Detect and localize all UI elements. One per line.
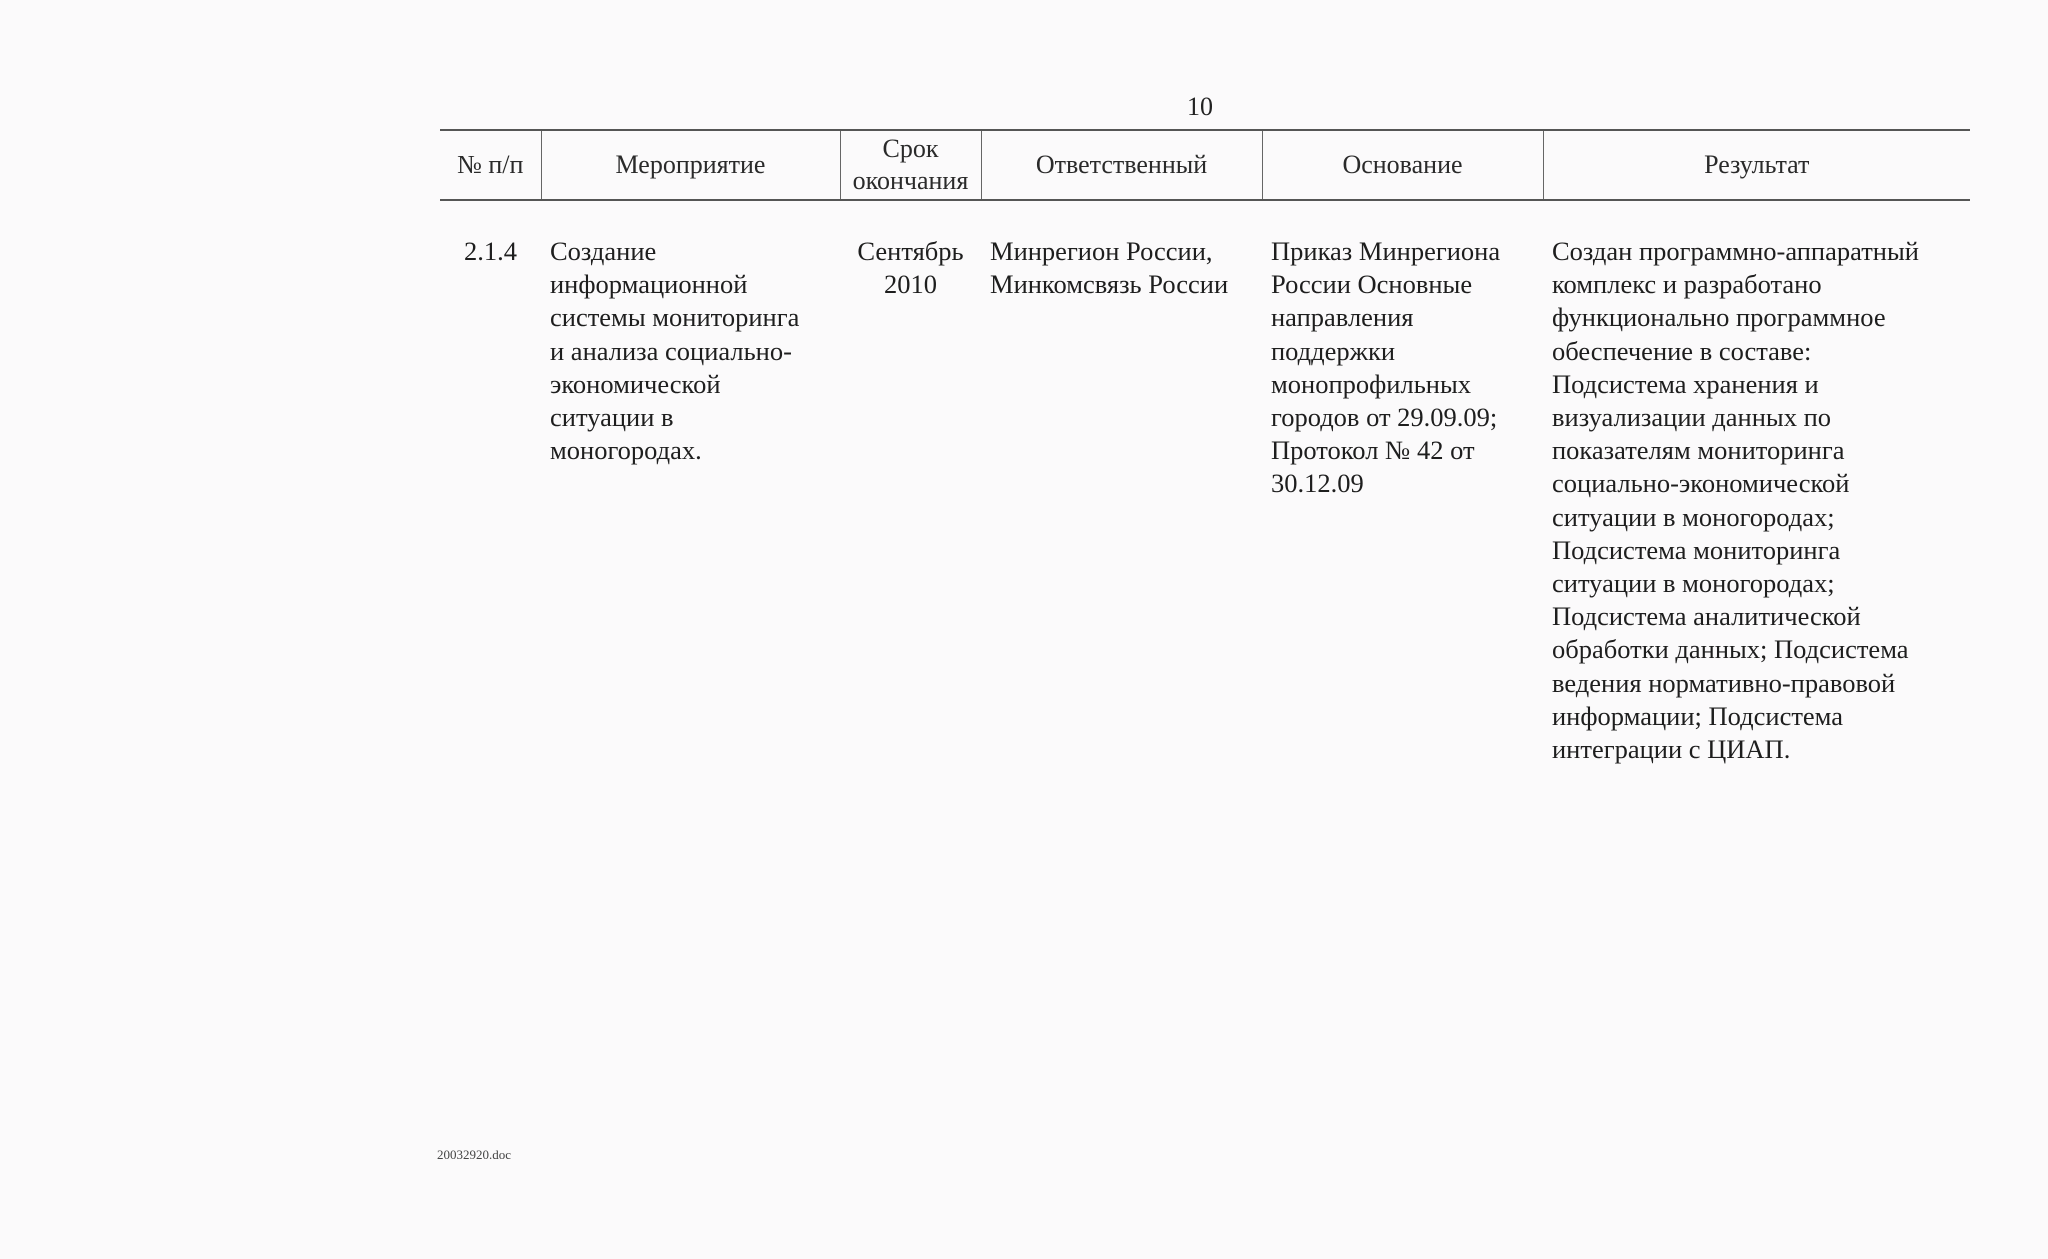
header-responsible: Ответственный [981, 130, 1262, 200]
activity-line: и анализа социально- [550, 335, 792, 366]
result-line: ситуации в моногородах; [1552, 568, 1835, 599]
result-line: Создан программно-аппаратный [1552, 236, 1919, 266]
basis-line: Приказ Минрегиона [1271, 236, 1501, 266]
result-line: визуализации данных по [1552, 402, 1832, 433]
cell-responsible [981, 235, 1262, 766]
table-header-row [440, 130, 1970, 200]
activity-line: ситуации в [550, 402, 674, 433]
result-line: интеграции с ЦИАП. [1552, 734, 1791, 765]
activity-line: моногородах. [550, 435, 702, 466]
footer-filename: 20032920.doc [437, 1147, 512, 1162]
result-line: функционально программное [1552, 302, 1886, 333]
page-number: 10 [1187, 92, 1213, 121]
activity-line: экономической [550, 368, 721, 399]
basis-line: России Основные [1271, 269, 1473, 300]
result-line: показателям мониторинга [1552, 435, 1845, 466]
header-result: Результат [1543, 130, 1970, 200]
basis-line: 30.12.09 [1271, 468, 1364, 499]
responsible-line: Минрегион России, [990, 236, 1213, 266]
cell-basis [1262, 235, 1543, 766]
basis-line: Протокол № 42 от [1271, 435, 1475, 466]
result-line: информации; Подсистема [1552, 700, 1844, 731]
activity-line: информационной [550, 269, 748, 300]
result-line: Подсистема хранения и [1552, 368, 1819, 399]
cell-result [1543, 235, 1970, 766]
result-line: ситуации в моногородах; [1552, 501, 1835, 532]
basis-line: городов от 29.09.09; [1271, 402, 1498, 433]
header-number: № п/п [440, 130, 541, 200]
deadline-line: 2010 [884, 269, 937, 300]
result-line: комплекс и разработано [1552, 269, 1822, 300]
basis-line: поддержки [1271, 335, 1396, 366]
responsible-line: Минкомсвязь России [990, 269, 1229, 300]
basis-line: направления [1271, 302, 1414, 333]
header-activity: Мероприятие [541, 130, 840, 200]
cell-number: 2.1.4 [464, 236, 517, 266]
activity-line: системы мониторинга [550, 302, 800, 333]
result-line: обеспечение в составе: [1552, 335, 1812, 366]
header-deadline [840, 130, 981, 200]
cell-activity [541, 235, 840, 766]
result-line: Подсистема мониторинга [1552, 534, 1841, 565]
header-deadline-line: Срок [882, 134, 939, 163]
activity-line: Создание [550, 236, 657, 266]
result-line: ведения нормативно-правовой [1552, 667, 1896, 698]
basis-line: монопрофильных [1271, 368, 1472, 399]
header-basis: Основание [1262, 130, 1543, 200]
header-deadline-line: окончания [852, 166, 969, 195]
measures-table [440, 129, 1970, 766]
result-line: Подсистема аналитической [1552, 601, 1861, 632]
result-line: социально-экономической [1552, 468, 1850, 499]
result-line: обработки данных; Подсистема [1552, 634, 1909, 665]
deadline-line: Сентябрь [857, 236, 964, 266]
table-row [440, 235, 1970, 766]
cell-deadline [840, 235, 981, 766]
